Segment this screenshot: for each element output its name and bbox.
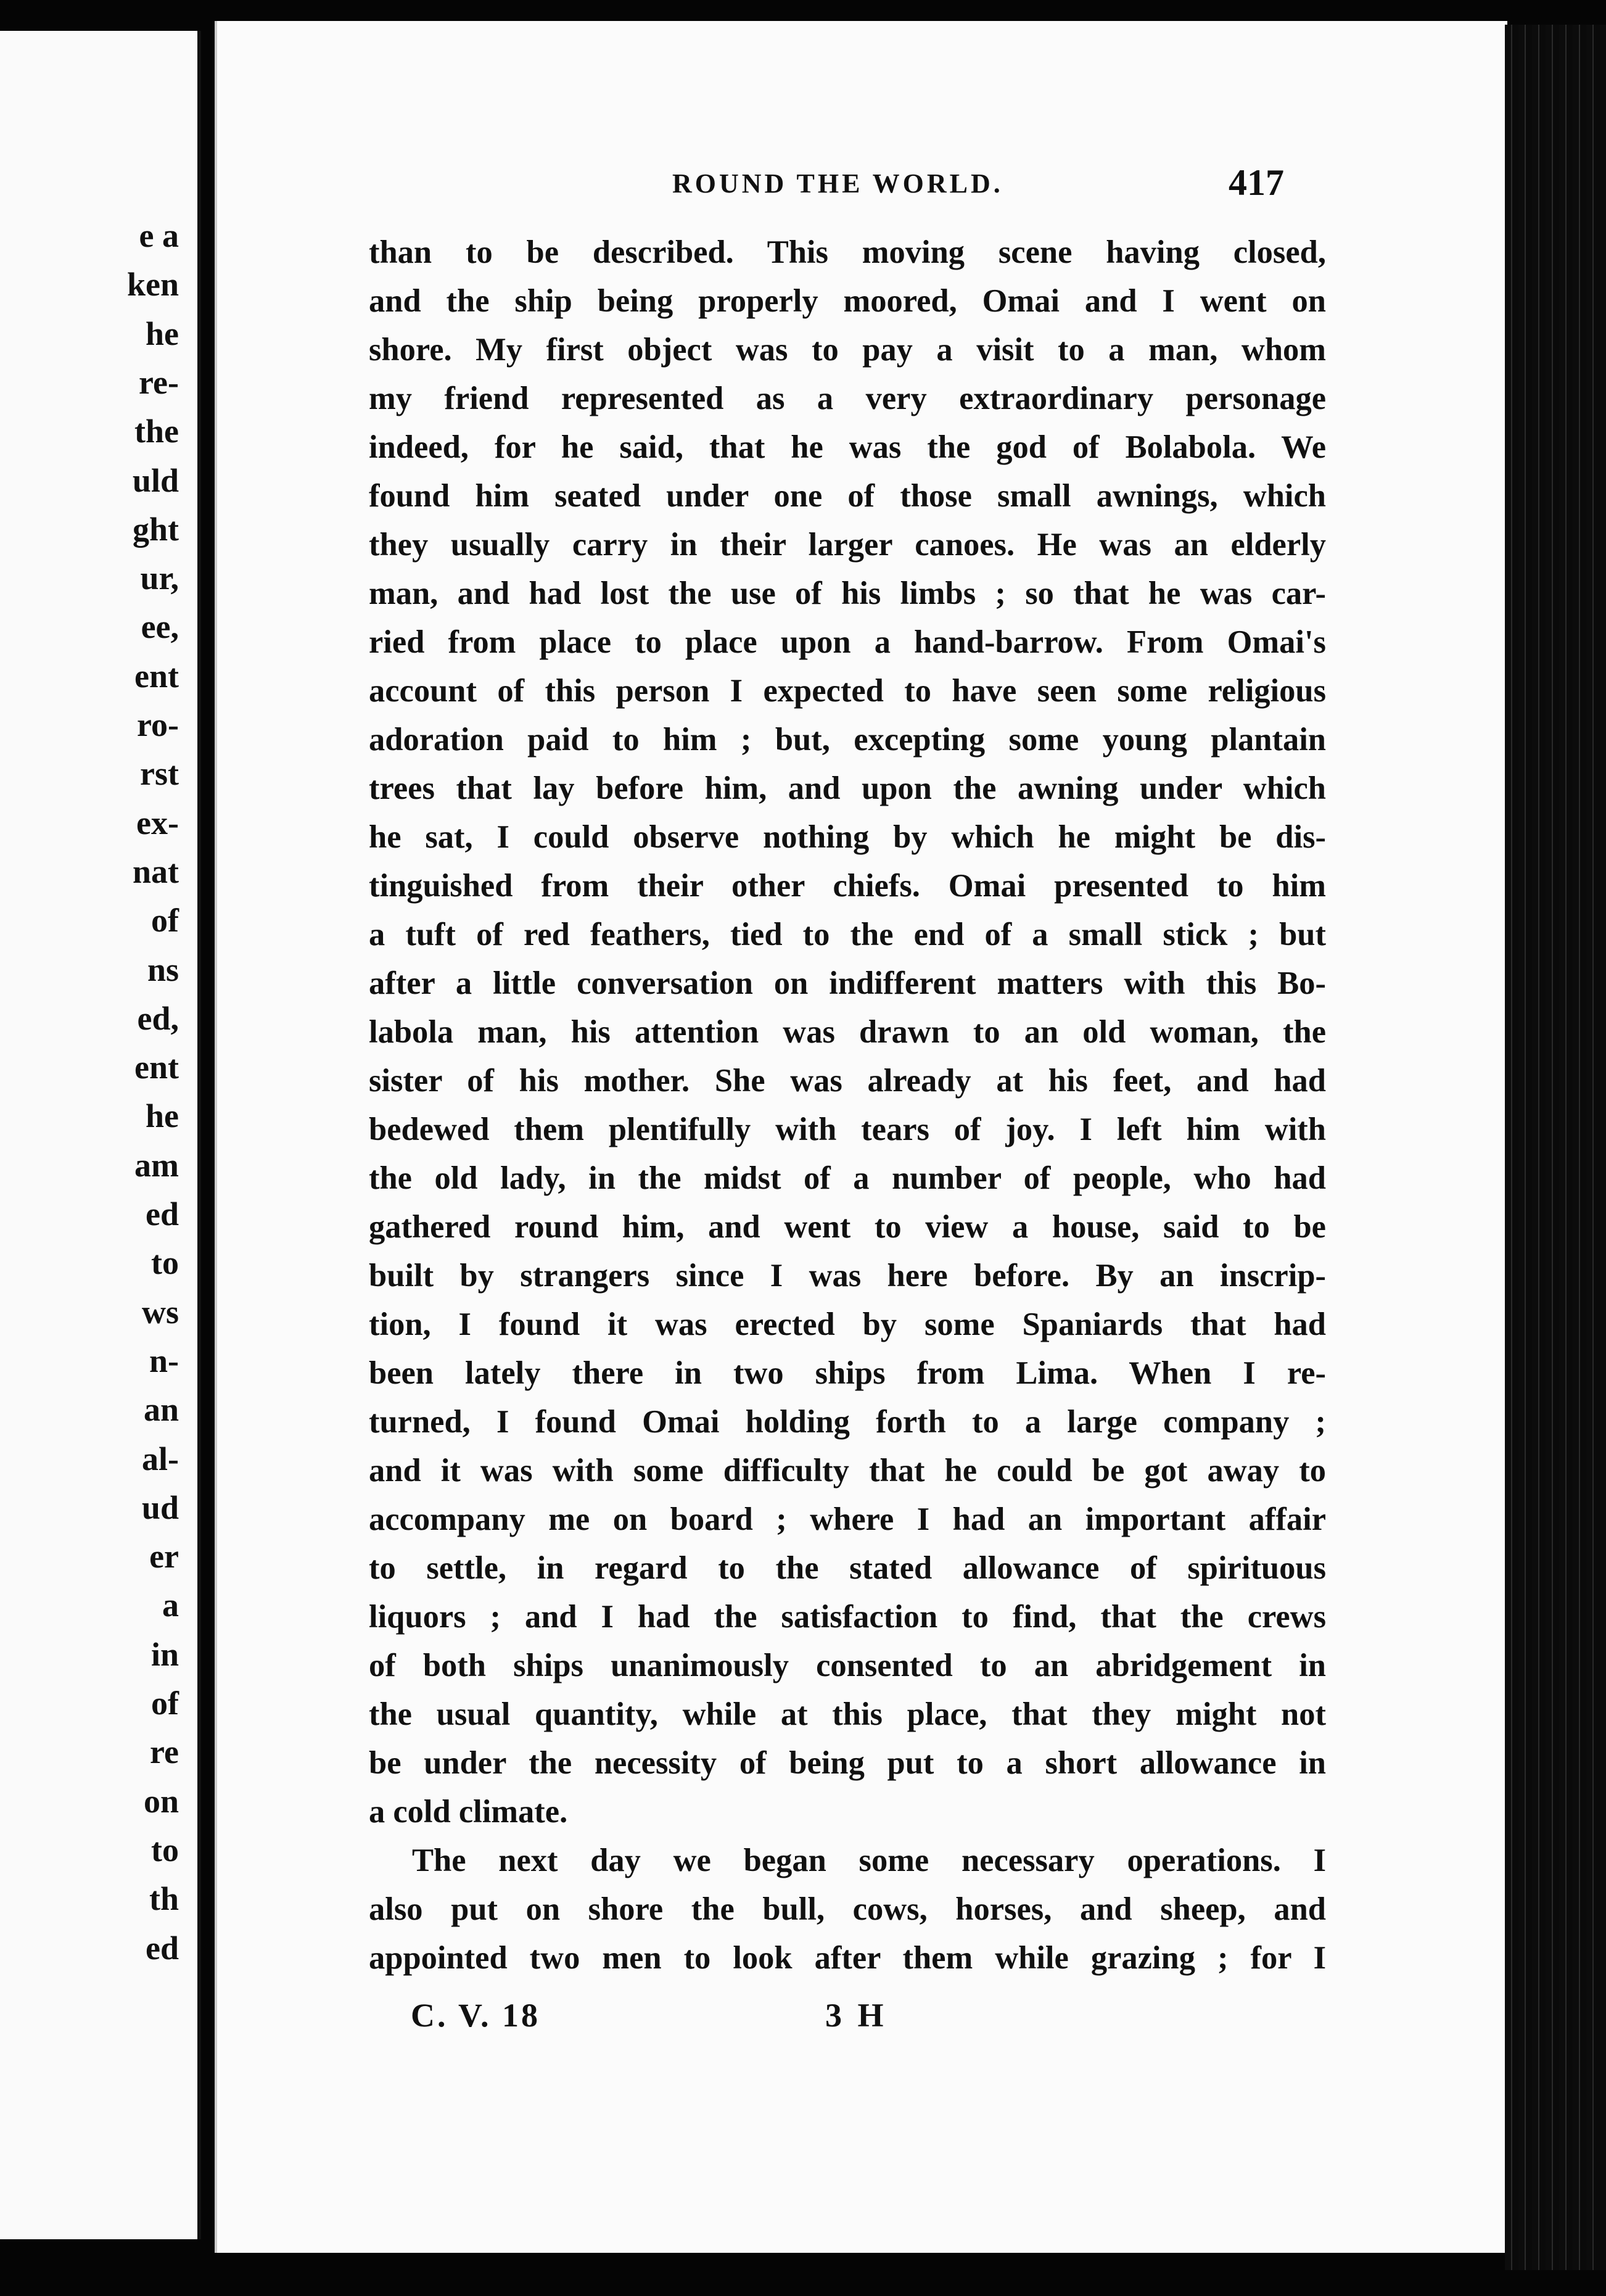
gathering-mark: 3 H [825, 1997, 887, 2034]
text-line: after a little conversation on indifferent matters with this Bo- [369, 965, 1326, 1001]
facing-line-fragment: to [151, 1244, 179, 1282]
body-text [369, 228, 1326, 1983]
facing-page-edge [0, 31, 201, 2239]
text-line: trees that lay before him, and upon the awning under which [369, 770, 1326, 806]
facing-line-fragment: nat [132, 853, 179, 890]
text-line: man, and had lost the use of his limbs ; so that he was car- [369, 576, 1326, 611]
facing-line-fragment: am [134, 1146, 179, 1184]
facing-line-fragment: ex- [136, 804, 179, 841]
text-line: of both ships unanimously consented to an abridgement in [369, 1648, 1326, 1683]
facing-line-fragment: ent [134, 1049, 179, 1086]
text-line: adoration paid to him ; but, excepting some young plantain [369, 722, 1326, 758]
facing-line-fragment: he [146, 315, 179, 352]
facing-line-fragment: ur, [140, 560, 179, 597]
facing-line-fragment: e a [139, 217, 179, 254]
facing-line-fragment: rst [140, 755, 179, 793]
facing-line-fragment: he [146, 1097, 179, 1135]
text-line: gathered round him, and went to view a house, said to be [369, 1209, 1326, 1245]
facing-line-fragment: ud [141, 1489, 179, 1526]
text-line: tion, I found it was erected by some Spaniards that had [369, 1307, 1326, 1342]
text-line: liquors ; and I had the satisfaction to find, that the crews [369, 1599, 1326, 1635]
facing-line-fragment: a [162, 1587, 179, 1624]
text-line: a cold climate. [369, 1794, 568, 1830]
facing-line-fragment: of [151, 1685, 179, 1722]
facing-line-fragment: the [134, 413, 179, 450]
facing-line-fragment: of [151, 902, 179, 939]
facing-line-fragment: th [149, 1880, 179, 1918]
text-line: tinguished from their other chiefs. Omai presented to him [369, 868, 1326, 904]
text-line: accompany me on board ; where I had an important affair [369, 1501, 1326, 1537]
facing-line-fragment: n- [149, 1342, 179, 1379]
facing-line-fragment: ws [141, 1293, 179, 1331]
text-line: The next day we began some necessary operations. I [412, 1843, 1326, 1878]
facing-line-fragment: ed [146, 1195, 179, 1233]
facing-line-fragment: ns [147, 951, 179, 988]
text-line: he sat, I could observe nothing by which he might be dis- [369, 819, 1326, 855]
text-line: bedewed them plentifully with tears of joy. I left him with [369, 1112, 1326, 1147]
text-line: be under the necessity of being put to a short allowance in [369, 1745, 1326, 1781]
facing-line-fragment: al- [142, 1440, 179, 1477]
text-line: appointed two men to look after them while grazing ; for I [369, 1940, 1326, 1976]
facing-line-fragment: re [150, 1733, 179, 1771]
text-line: they usually carry in their larger canoes. He was an elderly [369, 527, 1326, 563]
text-line: a tuft of red feathers, tied to the end of a small stick ; but [369, 917, 1326, 952]
facing-line-fragment: ed [146, 1929, 179, 1967]
running-head: ROUND THE WORLD. [672, 168, 1003, 199]
text-line: ried from place to place upon a hand-barrow. From Omai's [369, 624, 1326, 660]
facing-line-fragment: uld [132, 461, 179, 499]
text-line: turned, I found Omai holding forth to a large company ; [369, 1404, 1326, 1440]
facing-line-fragment: ro- [137, 706, 179, 743]
text-line: found him seated under one of those small awnings, which [369, 478, 1326, 514]
book-fore-edge [1505, 25, 1606, 2270]
facing-line-fragment: ght [132, 510, 179, 548]
text-line: indeed, for he said, that he was the god of Bolabola. We [369, 429, 1326, 465]
signature-mark: C. V. 18 [411, 1997, 541, 2034]
text-line: and the ship being properly moored, Omai and I went on [369, 283, 1326, 319]
page-number: 417 [1229, 162, 1284, 203]
text-line: sister of his mother. She was already at his feet, and had [369, 1063, 1326, 1099]
facing-line-fragment: in [150, 1635, 179, 1673]
facing-line-fragment: ee, [141, 608, 179, 646]
text-line: been lately there in two ships from Lima. When I re- [369, 1355, 1326, 1391]
text-line: the usual quantity, while at this place, that they might not [369, 1696, 1326, 1732]
text-line: also put on shore the bull, cows, horses, and sheep, and [369, 1891, 1326, 1927]
facing-line-fragment: an [143, 1391, 179, 1429]
facing-line-fragment: on [143, 1782, 179, 1820]
facing-line-fragment: to [151, 1831, 179, 1869]
text-line: than to be described. This moving scene having closed, [369, 234, 1326, 270]
text-line: the old lady, in the midst of a number of people, who had [369, 1160, 1326, 1196]
text-line: and it was with some difficulty that he could be got away to [369, 1453, 1326, 1489]
text-line: account of this person I expected to have seen some religious [369, 673, 1326, 709]
facing-line-fragment: ed, [137, 999, 179, 1037]
text-line: labola man, his attention was drawn to an old woman, the [369, 1014, 1326, 1050]
text-line: my friend represented as a very extraordinary personage [369, 381, 1326, 416]
text-line: shore. My first object was to pay a visit to a man, whom [369, 332, 1326, 368]
text-line: to settle, in regard to the stated allowance of spirituous [369, 1550, 1326, 1586]
facing-line-fragment: ent [134, 657, 179, 695]
facing-line-fragment: re- [139, 363, 179, 401]
facing-line-fragment: er [149, 1538, 179, 1575]
facing-line-fragment: ken [126, 266, 179, 304]
text-line: built by strangers since I was here before. By an inscrip- [369, 1258, 1326, 1294]
